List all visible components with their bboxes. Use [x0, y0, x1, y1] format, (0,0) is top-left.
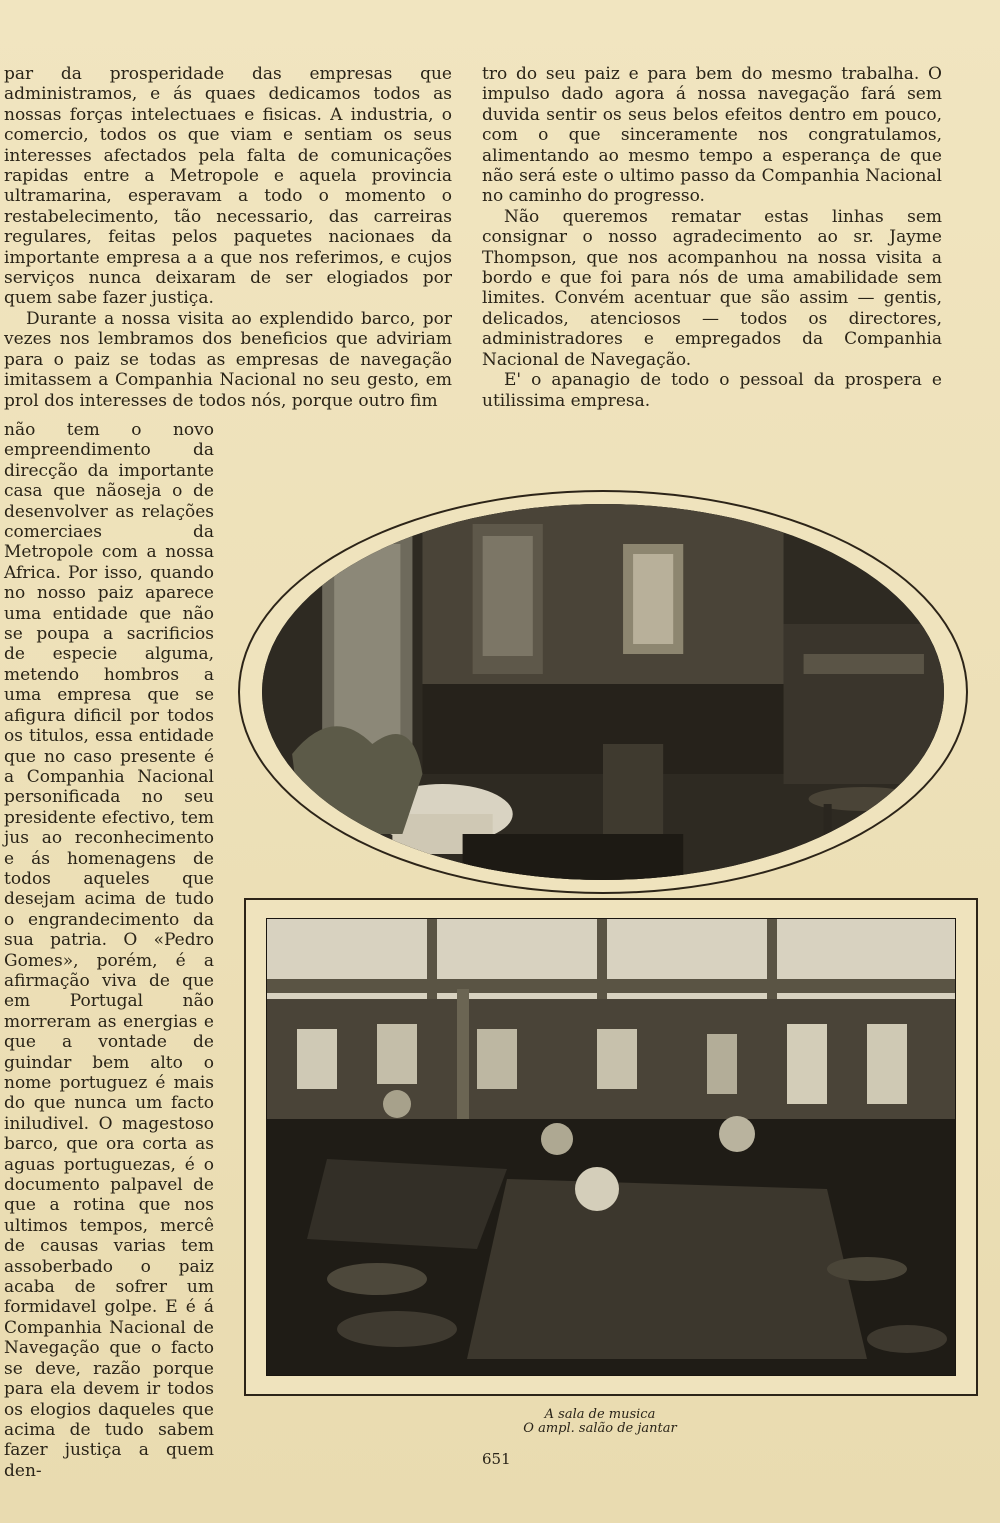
- paragraph-progress: tro do seu paiz e para bem do mesmo trabalha. O impulso dado agora á nossa navegação fará sem duvida sentir os seus belos efeitos dentro em pouco, com o que sinceramente nos congratulamos, alimentando ao mesmo tempo a esperança de que não será este o ultimo passo da Companhia Nacional no caminho do progresso.: [482, 64, 942, 207]
- page-number: 651: [482, 1450, 511, 1468]
- music-room-photo: [238, 490, 968, 894]
- caption-dining-hall: O ampl. salão de jantar: [523, 1421, 677, 1436]
- right-column: [482, 64, 942, 411]
- left-column-narrow: [4, 420, 214, 1481]
- dining-hall-photo: [244, 898, 978, 1396]
- caption-music-room: A sala de musica: [544, 1407, 656, 1422]
- paragraph-visit: Durante a nossa visita ao explendido barco, por vezes nos lembramos dos beneficios que adviriam para o paiz se todas as empresas de navegação imitassem a Companhia Nacional no seu gesto, em prol dos interesses de todos nós, porque outro fim: [4, 308, 452, 411]
- dining-hall-photo-image: [266, 918, 956, 1376]
- paragraph-thanks: Não queremos rematar estas linhas sem consignar o nosso agradecimento ao sr. Jayme Thompson, que nos acompanhou na nossa visita a bordo e que foi para nós de uma amabilidade sem limites. Convém acentuar que são assim — gentis, delicados, atenciosos — todos os directores, administradores e empregados da Companhia Nacional de Navegação.: [482, 206, 942, 370]
- music-room-photo-image: [262, 504, 944, 880]
- paragraph-prosperity: par da prosperidade das empresas que administramos, e ás quaes dedicamos todos as nossas forças intelectuaes e fisicas. A industria, o comercio, todos os que viam e sentiam os seus interesses afectados pela falta de comunicações rapidas entre a Metropole e aquela provincia ultramarina, esperavam a todo o momento o restabelecimento, tão necessario, das carreiras regulares, feitas pelos paquetes nacionaes da importante empresa a a que nos referimos, e cujos serviços nunca deixaram de ser elogiados por quem sabe fazer justiça.: [4, 64, 452, 309]
- paragraph-companhia-nacional: não tem o novo empreendimento da direcção da importante casa que nãoseja o de desenvolver as relações comerciaes da Metropole com a nossa Africa. Por isso, quando no nosso paiz aparece uma entidade que não se poupa a sacrificios de especie alguma, metendo hombros a uma empresa que se afigura dificil por todos os titulos, essa entidade que no caso presente é a Companhia Nacional personificada no seu presidente efectivo, tem jus ao reconhecimento e ás homenagens de todos aqueles que desejam acima de tudo o engrandecimento da sua patria. O «Pedro Gomes», porém, é a afirmação viva de que em Portugal não morreram as energias e que a vontade de guindar bem alto o nome portuguez é mais do que nunca um facto iniludivel. O magestoso barco, que ora corta as aguas portuguezas, é o documento palpavel de que a rotina que nos ultimos tempos, mercê de causas varias tem assoberbado o paiz acaba de sofrer um formidavel golpe. E é á Companhia Nacional de Navegação que o facto se deve, razão porque para ela devem ir todos os elogios daqueles que acima de tudo sabem fazer justiça a quem den-: [4, 420, 214, 1481]
- paragraph-closing: E' o apanagio de todo o pessoal da prospera e utilissima empresa.: [482, 370, 942, 411]
- music-room-illustration: [262, 504, 944, 880]
- left-column-top: [4, 64, 452, 411]
- dining-hall-illustration: [267, 919, 955, 1375]
